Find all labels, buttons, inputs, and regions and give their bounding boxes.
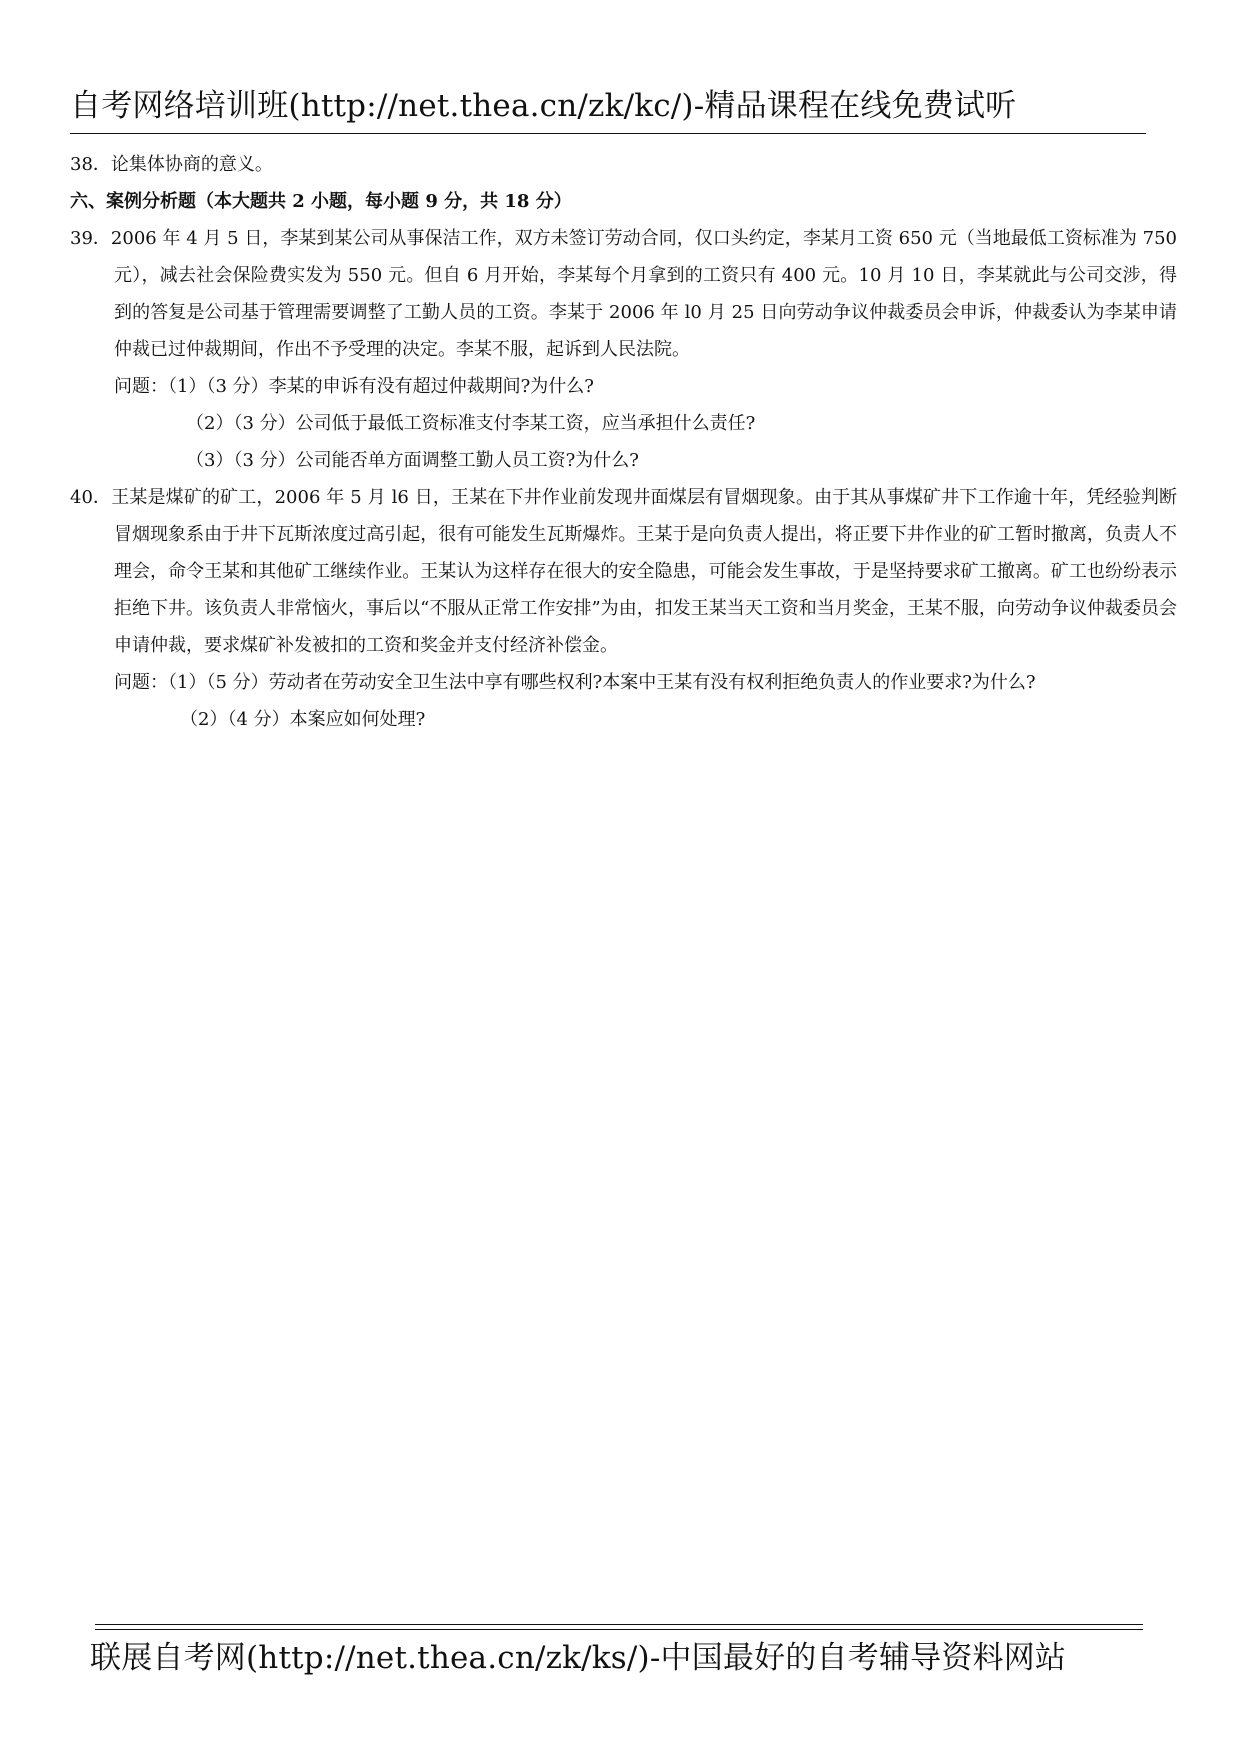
section-title: 六、案例分析题（本大题共 2 小题，每小题 9 分，共 18 分） bbox=[70, 191, 572, 212]
footer-rule-top bbox=[95, 1624, 1143, 1625]
footer-rule-bottom bbox=[95, 1629, 1143, 1630]
question-39-sub-3: （3）（3 分）公司能否单方面调整工勤人员工资?为什么? bbox=[186, 450, 639, 471]
question-39-sub-2: （2）（3 分）公司低于最低工资标准支付李某工资，应当承担什么责任? bbox=[186, 413, 756, 434]
question-38: 38．论集体协商的意义。 bbox=[70, 154, 273, 175]
question-40-sub-1: 问题：（1）（5 分）劳动者在劳动安全卫生法中享有哪些权利?本案中王某有没有权利拒绝负责人的作业要求?为什么? bbox=[114, 672, 1036, 693]
question-40-body: 40．王某是煤矿的矿工，2006 年 5 月 l6 日，王某在下井作业前发现井面煤层有冒烟现象。由于其从事煤矿井下工作逾十年，凭经验判断冒烟现象系由于井下瓦斯浓度过高引起，很有可能发生瓦斯爆炸。王某于是向负责人提出，将正要下井作业的矿工暂时撤离，负责人不理会，命令王某和其他矿工继续作业。王某认为这样存在很大的安全隐患，可能会发生事故，于是坚持要求矿工撤离。矿工也纷纷表示拒绝下井。该负责人非常恼火，事后以“不服从正常工作安排”为由，扣发王某当天工资和当月奖金，王某不服，向劳动争议仲裁委员会申请仲裁，要求煤矿补发被扣的工资和奖金并支付经济补偿金。 bbox=[70, 487, 1177, 656]
page-footer: 联展自考网(http://net.thea.cn/zk/ks/)-中国最好的自考辅导资料网站 bbox=[90, 1640, 1067, 1676]
header-rule bbox=[70, 133, 1146, 134]
page-header: 自考网络培训班(http://net.thea.cn/zk/kc/)-精品课程在线免费试听 bbox=[70, 88, 1017, 124]
question-40-sub-2: （2）（4 分）本案应如何处理? bbox=[180, 709, 426, 730]
exam-content bbox=[70, 146, 1177, 738]
question-39-sub-1: 问题：（1）（3 分）李某的申诉有没有超过仲裁期间?为什么? bbox=[114, 376, 594, 397]
question-39-body: 39．2006 年 4 月 5 日，李某到某公司从事保洁工作，双方未签订劳动合同，仅口头约定，李某月工资 650 元（当地最低工资标准为 750 元），减去社会保险费实发为 550 元。但自 6 月开始，李某每个月拿到的工资只有 400 元。10 月 10 日，李某就此与公司交涉，得到的答复是公司基于管理需要调整了工勤人员的工资。李某于 2006 年 l0 月 25 日向劳动争议仲裁委员会申诉，仲裁委认为李某申请仲裁已过仲裁期间，作出不予受理的决定。李某不服，起诉到人民法院。 bbox=[70, 228, 1177, 360]
